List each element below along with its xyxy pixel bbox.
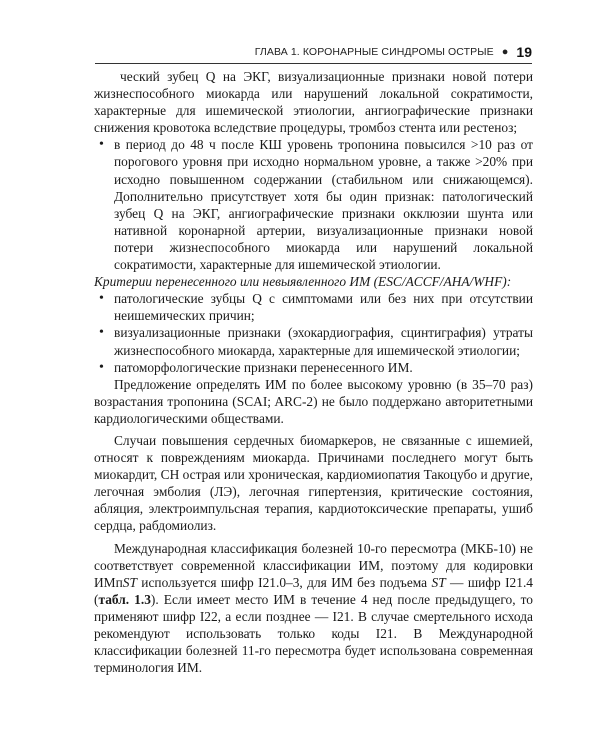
paragraph-myocardial-injury: Случаи повышения сердечных биомаркеров, не связанные с ишемией, относят к повреждениям миокарда. Причинами последнего могут быть миокардит, СН острая или хроническая, кардиомиопатия Такоцубо и другие, легочная эмболия (ЛЭ), легочная гипертензия, критические состояния, абляция, электроимпульсная терапия, кардиотоксические препараты, ушиб сердца, рабдомиолиз. bbox=[94, 432, 533, 534]
running-header bbox=[95, 43, 532, 61]
bullet-separator-icon: ● bbox=[501, 46, 509, 58]
page-body bbox=[94, 68, 533, 676]
list-item: • патоморфологические признаки перенесенного ИМ. bbox=[94, 359, 533, 376]
page-number: 19 bbox=[516, 44, 532, 60]
criteria-list bbox=[94, 290, 533, 375]
st-italic: ST bbox=[122, 574, 137, 590]
paragraph-scai: Предложение определять ИМ по более высокому уровню (в 35–70 раз) возрастания тропонина (SCAI; ARC-2) не было поддержано авторитетными кардиологическими обществами. bbox=[94, 376, 533, 426]
text-fragment: Международная классификация болезней 10-го пересмотра (МКБ-10) не соответствует современной классификации ИМ, поэтому для кодировки ИМп bbox=[94, 540, 533, 590]
text-fragment: ). Если имеет место ИМ в течение 4 нед после предыдущего, то применяют шифр I22, а если позднее — I21. В случае смертельного исхода рекомендуют использовать только коды I21. В Международной классификации болезней 11-го пересмотра будет использована современная терминология ИМ. bbox=[94, 591, 533, 676]
st-italic: ST bbox=[431, 574, 446, 590]
list-item: • патологические зубцы Q с симптомами или без них при отсутствии неишемических причин; bbox=[94, 290, 533, 324]
paragraph-icd bbox=[94, 540, 533, 677]
table-reference-link[interactable]: табл. 1.3 bbox=[98, 591, 151, 607]
list-item: • в период до 48 ч после КШ уровень тропонина повысился >10 раз от порогового уровня при исходно нормальном уровне, а также >20% при исходно повышенном содержании (стабильном или снижающемся). Дополнительно присутствует хотя бы один признак: патологический зубец Q на ЭКГ, ангиографические признаки окклюзии шунта или нативной коронарной артерии, визуализационные признаки новой потери жизнеспособного миокарда или нарушений локальной сократимости, характерные для ишемической этиологии. bbox=[94, 136, 533, 273]
text-fragment: используется шифр I21.0–3, для ИМ без подъема bbox=[136, 574, 432, 590]
chapter-title: ГЛАВА 1. КОРОНАРНЫЕ СИНДРОМЫ ОСТРЫЕ bbox=[254, 46, 494, 58]
list-item: • визуализационные признаки (эхокардиография, сцинтиграфия) утраты жизнеспособного миокарда, характерные для ишемической этиологии; bbox=[94, 324, 533, 358]
criteria-heading: Критерии перенесенного или невыявленного ИМ (ESC/ACCF/AHA/WHF): bbox=[94, 274, 512, 290]
bullet-list-cabg bbox=[94, 136, 533, 273]
continued-paragraph: ческий зубец Q на ЭКГ, визуализационные признаки новой потери жизнеспособного миокарда или нарушений локальной сократимости, характерные для ишемической этиологии, ангиографические признаки снижения кровотока вследствие процедуры, тромбоз стента или рестеноз; bbox=[94, 69, 533, 136]
text-fragment: — шифр I21.4 ( bbox=[94, 574, 533, 607]
header-rule bbox=[95, 63, 532, 64]
